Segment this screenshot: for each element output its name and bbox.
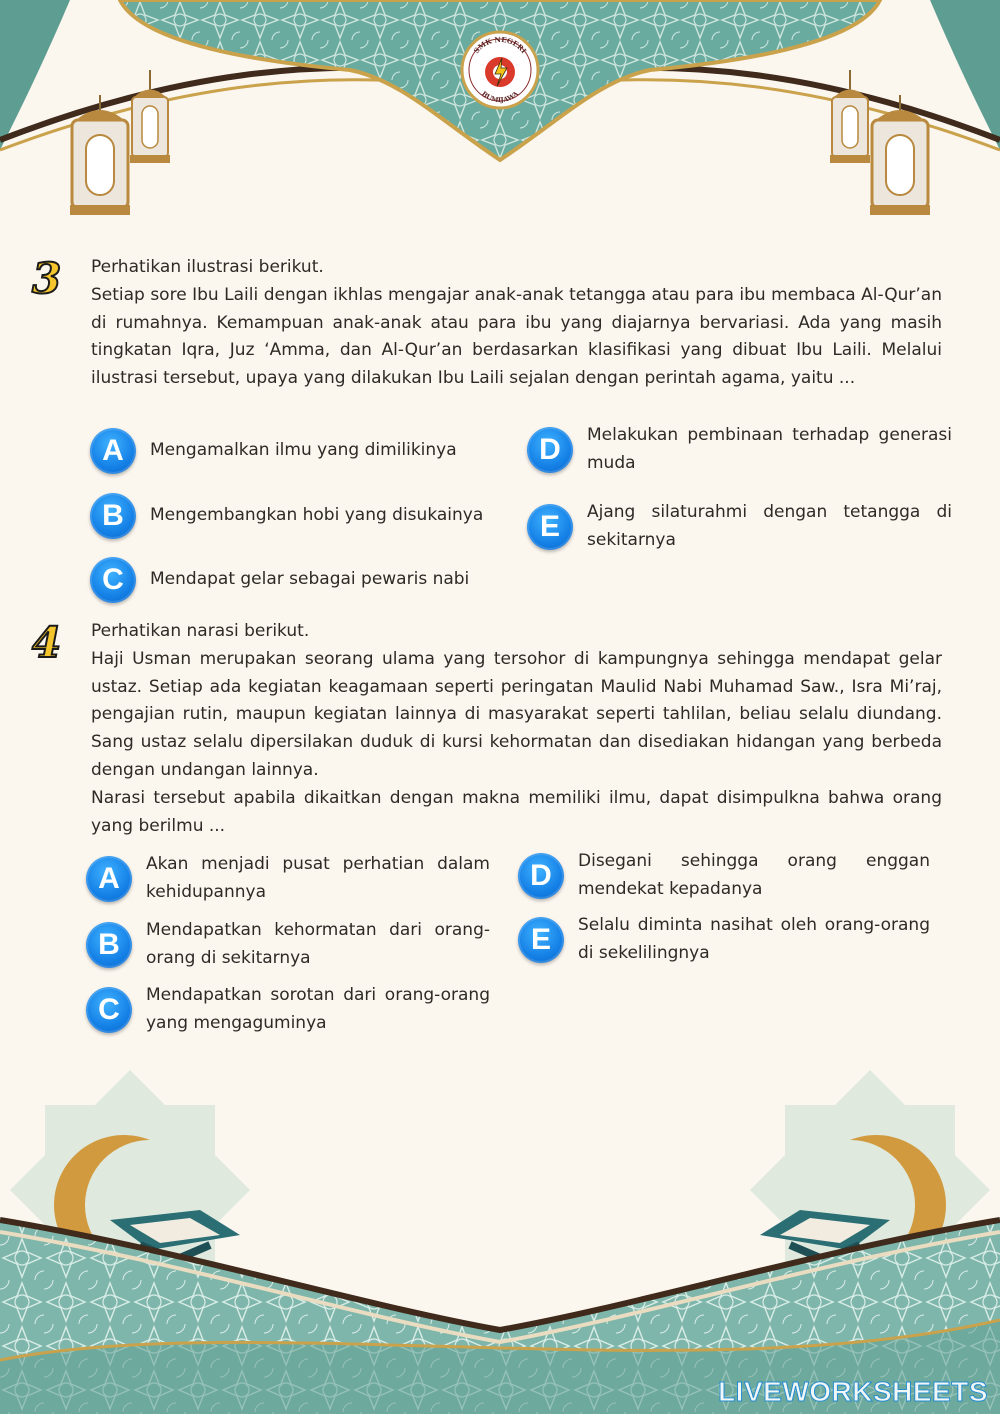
logo-bottom-text: BUMIJAWA bbox=[480, 89, 520, 105]
q4-option-b[interactable] bbox=[86, 917, 490, 973]
option-badge-e: E bbox=[518, 917, 564, 963]
option-text: Mengamalkan ilmu yang dimilikinya bbox=[150, 440, 457, 461]
question-4-prompt: Narasi tersebut apabila dikaitkan dengan makna memiliki ilmu, dapat disimpulkna bahwa orang yang berilmu ... bbox=[91, 787, 942, 836]
option-text: Mendapatkan kehormatan dari orang-orang di sekitarnya bbox=[146, 920, 490, 968]
option-text: Melakukan pembinaan terhadap generasi muda bbox=[587, 425, 952, 473]
option-text: Akan menjadi pusat perhatian dalam kehidupannya bbox=[146, 854, 490, 902]
q3-option-d[interactable] bbox=[527, 422, 952, 478]
q4-option-d[interactable] bbox=[518, 848, 930, 904]
question-4-text bbox=[91, 618, 942, 840]
question-3-text bbox=[91, 254, 942, 393]
option-text: Mendapatkan sorotan dari orang-orang yang mengaguminya bbox=[146, 985, 490, 1033]
q3-option-b[interactable] bbox=[90, 493, 510, 539]
school-logo bbox=[460, 30, 540, 110]
option-badge-a: A bbox=[90, 428, 136, 474]
q3-option-a[interactable] bbox=[90, 428, 510, 474]
logo-top-text: SMK NEGERI bbox=[471, 34, 529, 56]
footer-decoration bbox=[0, 1060, 1000, 1414]
q4-option-c[interactable] bbox=[86, 982, 490, 1038]
option-badge-d: D bbox=[527, 427, 573, 473]
option-badge-e: E bbox=[527, 504, 573, 550]
option-badge-c: C bbox=[90, 557, 136, 603]
question-number-4: 4 bbox=[32, 618, 62, 667]
option-text: Mengembangkan hobi yang disukainya bbox=[150, 505, 484, 526]
question-number-3: 3 bbox=[32, 254, 62, 303]
option-badge-a: A bbox=[86, 856, 132, 902]
q4-option-a[interactable] bbox=[86, 851, 490, 907]
question-4-body: Haji Usman merupakan seorang ulama yang tersohor di kampungnya sehingga mendapat gelar ustaz. Setiap ada kegiatan keagamaan seperti peringatan Maulid Nabi Muhamad Saw., Isra Mi’raj, pengajian rutin, maupun kegiatan lainnya di masyarakat seperti tahlilan, beliau selalu diundang. Sang ustaz selalu dipersilakan duduk di kursi kehormatan dan disediakan hidangan yang berbeda dengan undangan lainnya. bbox=[91, 648, 942, 780]
liveworksheets-watermark[interactable]: LIVEWORKSHEETS bbox=[718, 1376, 988, 1407]
option-text: Mendapat gelar sebagai pewaris nabi bbox=[150, 569, 470, 590]
question-3-intro: Perhatikan ilustrasi berikut. bbox=[91, 257, 324, 277]
q4-option-e[interactable] bbox=[518, 912, 930, 968]
q3-option-c[interactable] bbox=[90, 557, 510, 603]
option-text: Ajang silaturahmi dengan tetangga di sekitarnya bbox=[587, 502, 952, 550]
option-text: Disegani sehingga orang enggan mendekat kepadanya bbox=[578, 851, 930, 899]
option-badge-d: D bbox=[518, 853, 564, 899]
q3-option-e[interactable] bbox=[527, 499, 952, 555]
question-3-body: Setiap sore Ibu Laili dengan ikhlas mengajar anak-anak tetangga atau para ibu membaca Al-Qur’an di rumahnya. Kemampuan anak-anak atau para ibu yang diajarnya bervariasi. Ada yang masih tingkatan Iqra, Juz ‘Amma, dan Al-Qur’an berdasarkan klasifikasi yang dibuat Ibu Laili. Melalui ilustrasi tersebut, upaya yang dilakukan Ibu Laili sejalan dengan perintah agama, yaitu ... bbox=[91, 284, 942, 389]
question-4-intro: Perhatikan narasi berikut. bbox=[91, 621, 310, 641]
option-badge-c: C bbox=[86, 987, 132, 1033]
option-text: Selalu diminta nasihat oleh orang-orang di sekelilingnya bbox=[578, 915, 930, 963]
option-badge-b: B bbox=[86, 922, 132, 968]
option-badge-b: B bbox=[90, 493, 136, 539]
